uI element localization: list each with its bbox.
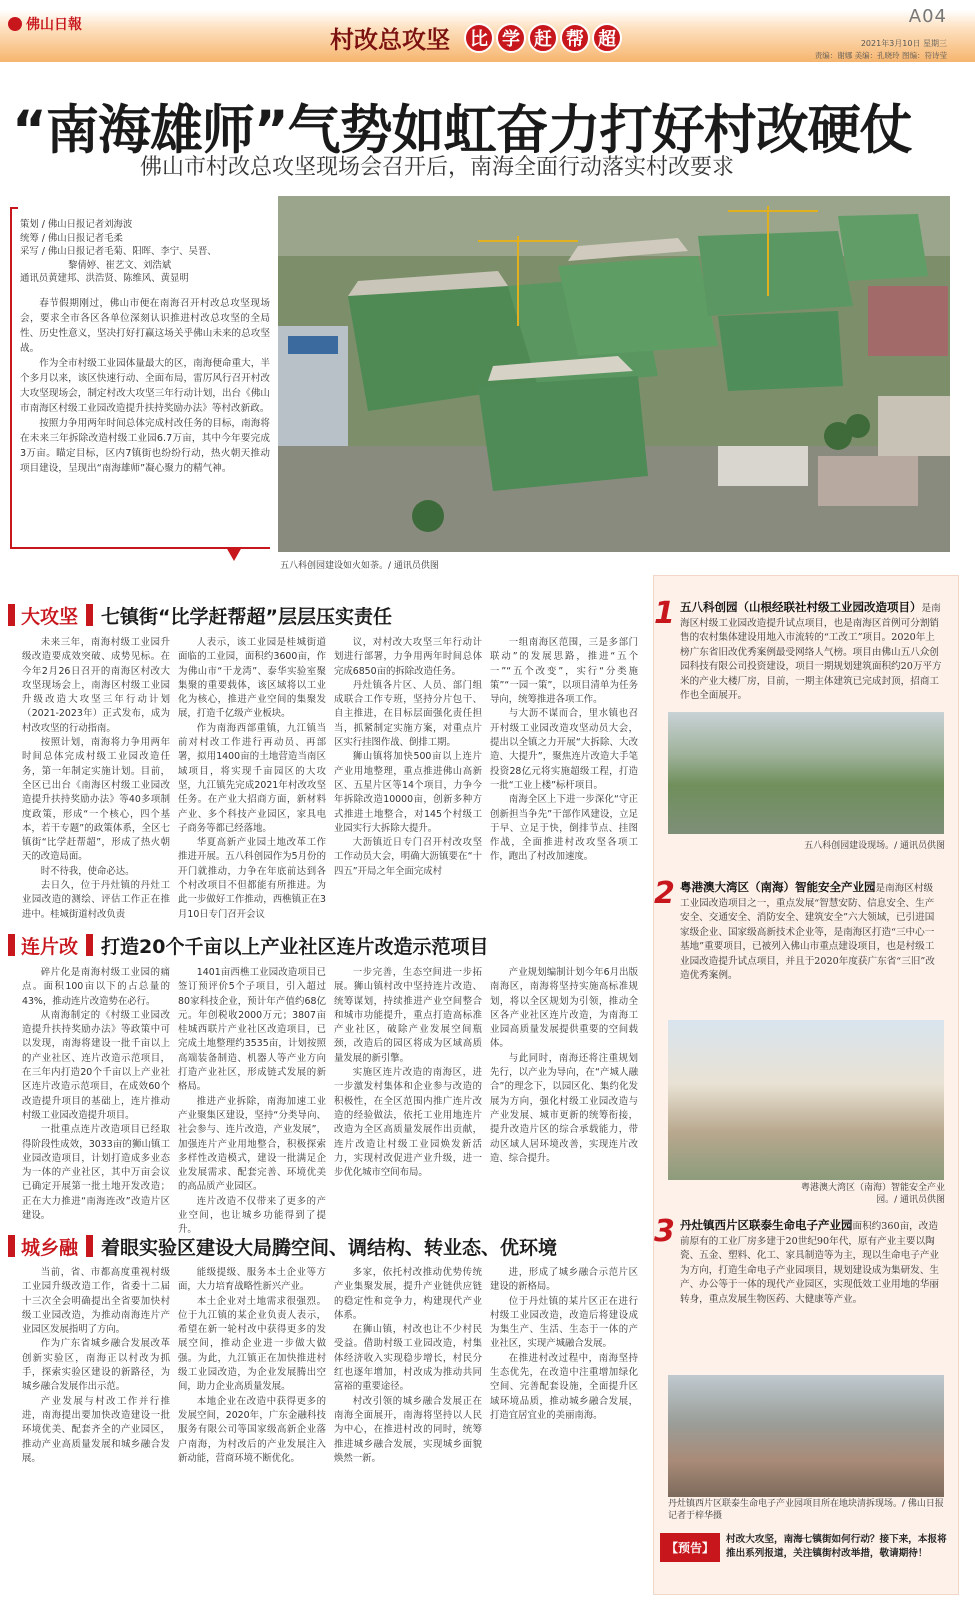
article-paragraph: 本地企业在改造中获得更多的发展空间，2020年，广东金融科技服务有限公司等国家级高新企业落户南海，为村改后的产业发展注入新动能，营商环境不断优化。 [178,1395,326,1464]
date-line: 2021年3月10日 星期三 [860,39,947,48]
text-column [490,1266,638,1596]
logo-text: 佛山日報 [26,17,82,33]
credit-line: 黎倩婷、崔艺文、刘浩斌 [68,259,172,271]
preview-text: 村改大攻坚，南海七镇街如何行动？接下来，本报将推出系列报道，关注镇街村改举措，敬请期待！ [726,1534,947,1559]
article-paragraph: 1401亩西樵工业园改造项目已签订预评价5个子项目，引入超过80家科技企业，预计年产值约68亿元。年创税收2000万元；3807亩桂城西联片产业社区改造项目，已完成土地整理约3535亩，计划按照高端装备制造、机器人等产业方向打造产业社区，形成链式发展的新格局。 [178,967,326,1093]
editor-line: 责编：谢娜 美编：孔晓玲 图编：符诗莹 [814,51,947,60]
sidebar-item-number: 2 [654,876,675,911]
article-paragraph: 一批重点连片改造项目已经取得阶段性成效，3033亩的狮山镇工业园改造项目，计划打造成多业态为一体的产业社区，其中万亩会议已确定开展第一批土地开发改造；正在大力推进“南海连改”改造片区建设。 [22,1124,170,1222]
preview-box [660,1527,954,1567]
sidebar-item-caption: 五八科创园建设现场。/ 通讯员供图 [804,841,945,851]
slogan-badge: 比 [464,23,494,53]
credits-box [20,218,270,476]
page-number: A04 [908,6,947,27]
article-paragraph: 推进产业拆除，南海加速工业产业聚集区建设，坚持“分类导向、社会参与、连片改造，产业发展”，加强连片产业用地整合，积极探索多样性改造模式，建设一批满足企业发展需求、配套完善、环境优美的高品质产业园区。 [178,1095,326,1193]
sidebar-item-title: 五八科创园（山根经联社村级工业园改造项目） [680,600,922,614]
sidebar-item-title: 丹灶镇西片区联泰生命电子产业园 [680,1218,853,1232]
sidebar-item-photo [668,1375,944,1497]
lead-text [20,296,270,476]
construction-aerial-photo [278,196,950,552]
sidebar-item [680,1218,942,1369]
section-bar [8,1235,15,1257]
article-paragraph: 实施区连片改造的南海区，进一步激发村集体和企业参与改造的积极性，在全区范围内推广连片改造的经验做法，依托工业用地连片改造为全区高质量发展作出贡献，连片改造让村级工业园焕发新活力，实现村改促进产业升级，进一步优化城市空间布局。 [334,1067,482,1179]
logo-mark-icon [8,17,22,31]
article-paragraph: 大沥镇近日专门召开村改攻坚工作动员大会，明确大沥镇要在“十四五”开局之年全面完成村 [334,837,482,877]
credit-line: 采写 / 佛山日报记者毛菊、阳晖、李宁、吴晋、 [20,246,217,257]
article-paragraph: 丹灶镇各片区、人员、部门组成联合工作专班，坚持分片包干、自主推进，在目标层面强化责任担当，抓紧制定实施方案，对重点片区实行挂图作战、倒排工期。 [334,679,482,749]
section-header [8,602,392,628]
article-paragraph: 华夏高新产业园土地改革工作推进开展。五八科创园作为5月份的开门就推动，力争在年底前达到各个村改项目不但都能有所推进。为此一步做好工作推动，西樵镇正在3月10日专门召开会议 [178,837,326,920]
article-paragraph: 一组南海区范围，三是多部门联动”的发展思路，推进“五个一”“五个改变”，实行“分类施策”“一园一策”，以项目清单为任务导向，统筹推进各项工作。 [490,637,638,706]
text-column [334,636,482,932]
lead-paragraph: 春节假期刚过，佛山市便在南海召开村改总攻坚现场会，要求全市各区各单位深刻认识推进村改总攻坚的全局性、历史性意义，坚决打好打赢这场关乎佛山未来的总攻坚战。 [20,297,270,354]
lead-bracket [10,207,18,547]
article-paragraph: 南海全区上下进一步深化“守正创新担当争先”干部作风建设，立足于早、立足于快，倒排节点、挂图作战，全面推进村改攻坚各项工作，跑出了村改加速度。 [490,794,638,863]
sidebar-item-body: 面积约360亩，改造前原有的工业厂房多建于20世纪90年代，原有产业主要以陶瓷、五金、塑料、化工、家具制造等为主，现以生命电子产业为方向，打造生命电子产业园项目，规划建设成为集研发、生产、办公等于一体的现代产业园区，实现低效工业用地的华丽转身，重点发展生物医药、大健康等产业。 [680,1221,940,1305]
article-paragraph: 与大沥不谋而合，里水镇也召开村级工业园改造攻坚动员大会，提出以全镇之力开展“大拆除、大改造、大提升”，聚焦连片改造大手笔投资28亿元将实施超级工程，打造一批“工业上楼”标杆项目。 [490,708,638,791]
sidebar-item-photo [668,712,944,834]
article-paragraph: 碎片化是南海村级工业园的痛点。面积100亩以下的占总量的43%，推动连片改造势在必行。 [22,967,170,1007]
masthead [0,0,975,72]
credit-line: 通讯员黄建邦、洪浩贤、陈维风、黄显明 [20,273,189,284]
article-paragraph: 作为广东省城乡融合发展改革创新实验区，南海正以村改为抓手，探索实验区建设的新路径，为城乡融合发展作出示范。 [22,1338,170,1393]
article-paragraph: 作为南海西部重镇，九江镇当前对村改工作进行再动员、再部署，拟用1400亩的土地营造当南区域项目，将实现千亩园区的大攻坚，九江镇先完成2021年村改攻坚任务。在产业大招商方面，新材料产业、多个科技产业园区，家具电子商务等都已经落地。 [178,722,326,834]
newspaper-logo [8,14,82,34]
section-tag: 城乡融 [21,1236,79,1259]
lead-paragraph: 作为全市村级工业园体量最大的区，南海便命重大，半个多月以来，该区快速行动、全面布局，雷厉风行召开村改大攻坚现场会，制定村改大攻坚三年行动计划，出台《佛山市南海区村级工业园改造提升扶持奖励办法》等村改新政。 [20,357,270,414]
section-banner [330,20,622,55]
main-photo [278,196,950,552]
section-title: 村改总攻坚 [330,25,450,54]
text-column [334,966,482,1228]
section-bar [86,604,93,626]
sidebar-item-number: 1 [654,596,675,631]
section-title: 打造20个千亩以上产业社区连片改造示范项目 [101,935,489,958]
sidebar-item-caption: 丹灶镇西片区联泰生命电子产业园项目所在地块清拆现场。/ 佛山日报记者于梓华摄 [668,1499,944,1521]
text-column [22,636,170,932]
section-bar [86,934,93,956]
article-paragraph: 未来三年，南海村级工业园升级改造要成效突破、成势见标。在今年2月26日召开的南海区村改大攻坚现场会上，南海区村级工业园升级改造大攻坚三年行动计划（2021-2023年）正式发布，成为村改攻坚的行动指南。 [22,637,170,734]
credit-line: 策划 / 佛山日报记者刘海波 [20,219,133,230]
article-paragraph: 能级提级、服务本土企业等方面，大力培育战略性新兴产业。 [178,1267,326,1293]
section-title: 七镇街“比学赶帮超”层层压实责任 [101,605,392,628]
section-title: 着眼实验区建设大局腾空间、调结构、转业态、优环境 [101,1236,558,1259]
article-paragraph: 在推进村改过程中，南海坚持生态优先，在改造中注重增加绿化空间、完善配套设施，全面提升区域环境品质，推动城乡融合发展，打造宜居宜业的美丽南海。 [490,1352,638,1421]
sidebar-item-body: 是南海区村级工业园改造项目之一，重点发展“智慧安防、信息安全、生产安全、交通安全、消防安全、建筑安全”六大领域，已引进国家级企业、国家级高新技术企业等，是南海区打造“三中心一基地”重要项目，已被列入佛山市重点建设项目，也是村级工业园改造提升试点项目，并且于2020年度获广东省“三旧”改造优秀案例。 [680,883,935,981]
slogan-badge: 帮 [560,23,590,53]
article-paragraph: 进，形成了城乡融合示范片区建设的新格局。 [490,1267,638,1293]
article-paragraph: 去日久，位于丹灶镇的丹灶工业园改造的测绘、评估工作正在推进中。桂城街道村改负责 [22,880,170,920]
slogan-badge: 学 [496,23,526,53]
lead-bracket-notch [226,547,242,561]
slogan-badge: 超 [592,23,622,53]
text-column [22,1266,170,1596]
article-paragraph: 当前，省、市都高度重视村级工业园升级改造工作，省委十二届十三次全会明确提出全省要加快村级工业园改造，为推动南海连片产业园区发展指明了方向。 [22,1267,170,1336]
subheadline: 佛山市村改总攻坚现场会召开后，南海全面行动落实村改要求 [140,155,735,180]
article-paragraph: 产业发展与村改工作并行推进，南海提出要加快改造建设一批环境优美、配套齐全的产业园区，推动产业高质量发展和城乡融合发展。 [22,1395,170,1464]
text-column [22,966,170,1228]
article-paragraph: 连片改造不仅带来了更多的产业空间，也让城乡功能得到了提升。 [178,1195,326,1236]
section-header [8,1233,557,1259]
main-photo-caption: 五八科创园建设如火如荼。/ 通讯员供图 [280,561,439,571]
sidebar-item [680,600,942,706]
article-paragraph: 与此同时，南海还将注重规划先行，以产业为导向，在“产城人融合”的理念下，以园区化、集约化发展为方向，强化村级工业园改造与产业发展、城市更新的统筹衔接，提升改造片区的综合承载能力，带动区域人居环境改善，实现连片改造、综合提升。 [490,1052,638,1164]
text-column [334,1266,482,1596]
slogan-badge: 赶 [528,23,558,53]
section-tag: 大攻坚 [21,605,79,628]
text-column [490,966,638,1228]
article-paragraph: 一步完善，生态空间进一步拓展。狮山镇村改中坚持连片改造、统筹谋划，持续推进产业空间整合和城市功能提升，重点打造高标准产业社区，破除产业发展空间瓶颈，改造后的园区将成为区域高质量发展的新引擎。 [334,967,482,1064]
article-paragraph: 狮山镇将加快500亩以上连片产业用地整理，重点推进佛山高新区、五星片区等14个项目，力争今年拆除改造10000亩，创新多种方式推进土地整合，对145个村级工业园实行大拆除大提升。 [334,751,482,834]
section-tag: 连片改 [21,935,79,958]
credits [20,218,270,286]
headline: “南海雄师”气势如虹奋力打好村改硬仗 [12,100,912,161]
slogan-badges [462,23,622,53]
article-paragraph: 多家，依托村改推动优势传统产业集聚发展，提升产业链供应链的稳定性和竞争力，构建现代产业体系。 [334,1267,482,1321]
sidebar-item-title: 粤港澳大湾区（南海）智能安全产业园 [680,880,876,894]
sidebar-item-body: 是南海区村级工业园改造提升试点项目，也是南海区首例可分割销售的农村集体建设用地入市流转的“工改工”项目。2020年上榜广东省旧改优秀案例最受网络人气榜。项目由佛山五八众创园科技有限公司投资建设，项目一期规划建筑面积约20万平方米的产业大楼厂房，目前，一期主体建筑已完成封顶，招商工作也全面展开。 [680,603,942,701]
article-paragraph: 人表示，该工业园是桂城街道面临的工业园，面积约3600亩，作为佛山市“干龙湾”、泰华实验室聚集聚的重要载体，该区域将以工业化为核心，推进产业空间的集聚发展，打造千亿级产业板块。 [178,637,326,720]
sidebar-item-photo [668,1020,944,1180]
text-column [178,1266,326,1596]
article-paragraph: 村改引领的城乡融合发展正在南海全面展开，南海将坚持以人民为中心，在推进村改的同时，统筹推进城乡融合发展，实现城乡面貌焕然一新。 [334,1395,482,1464]
article-paragraph: 位于丹灶镇的某片区正在进行村级工业园改造，改造后将建设成为集生产、生活、生态于一体的产业社区，实现产城融合发展。 [490,1295,638,1350]
preview-tag: 【预告】 [660,1533,720,1562]
section-header [8,932,488,958]
section-bar [86,1235,93,1257]
sidebar-item-caption: 粤港澳大湾区（南海）智能安全产业园。/ 通讯员供图 [800,1183,945,1205]
text-column [178,966,326,1236]
sidebar-item [680,880,942,1014]
article-paragraph: 从南海制定的《村级工业园改造提升扶持奖励办法》等政策中可以发现，南海将建设一批千亩以上的产业社区、连片改造示范项目，在三年内打造20个千亩以上产业社区连片改造示范项目，在成效60个改造提升项目的基础上，连片推动村级工业园改造提升项目。 [22,1009,170,1121]
article-paragraph: 本土企业对土地需求很强烈。位于九江镇的某企业负责人表示，希望在新一轮村改中获得更多的发展空间，推动企业进一步做大做强。为此，九江镇正在加快推进村级工业园改造，为企业发展腾出空间，助力企业高质量发展。 [178,1295,326,1393]
sidebar-item-number: 3 [654,1214,675,1249]
section-bar [8,934,15,956]
text-column [490,636,638,932]
text-column [178,636,326,932]
article-paragraph: 产业规划编制计划今年6月出版南海区，南海将坚持实施高标准规划，将以全区规划为引领，推动全区各产业社区连片改造，为南海工业园高质量发展提供重要的空间载体。 [490,967,638,1050]
article-paragraph: 按照计划，南海将力争用两年时间总体完成村级工业园改造任务，第一年制定实施计划。目前，全区已出台《南海区村级工业园改造提升扶持奖励办法》等40多项制度政策，形成“一个核心，四个基本，若干专题”的政策体系，全区七镇街“比学赶帮超”，形成了热火朝天的改造局面。 [22,737,170,863]
lead-paragraph: 按照力争用两年时间总体完成村改任务的目标，南海将在未来三年拆除改造村级工业园6.7万亩，其中今年要完成3万亩。瞄定目标，区内7镇街也纷纷行动，热火朝天推动项目建设，呈现出“南海雄师”凝心聚力的精气神。 [20,417,270,474]
credit-line: 统筹 / 佛山日报记者毛柔 [20,232,123,244]
section-bar [8,604,15,626]
article-paragraph: 时不待我，使命必达。 [40,865,135,877]
article-paragraph: 在狮山镇，村改也让不少村民受益。借助村级工业园改造，村集体经济收入实现稳步增长，村民分红也逐年增加，村改成为推动共同富裕的重要途径。 [334,1324,482,1393]
article-paragraph: 议，对村改大攻坚三年行动计划进行部署，力争用两年时间总体完成6850亩的拆除改造任务。 [334,637,482,677]
